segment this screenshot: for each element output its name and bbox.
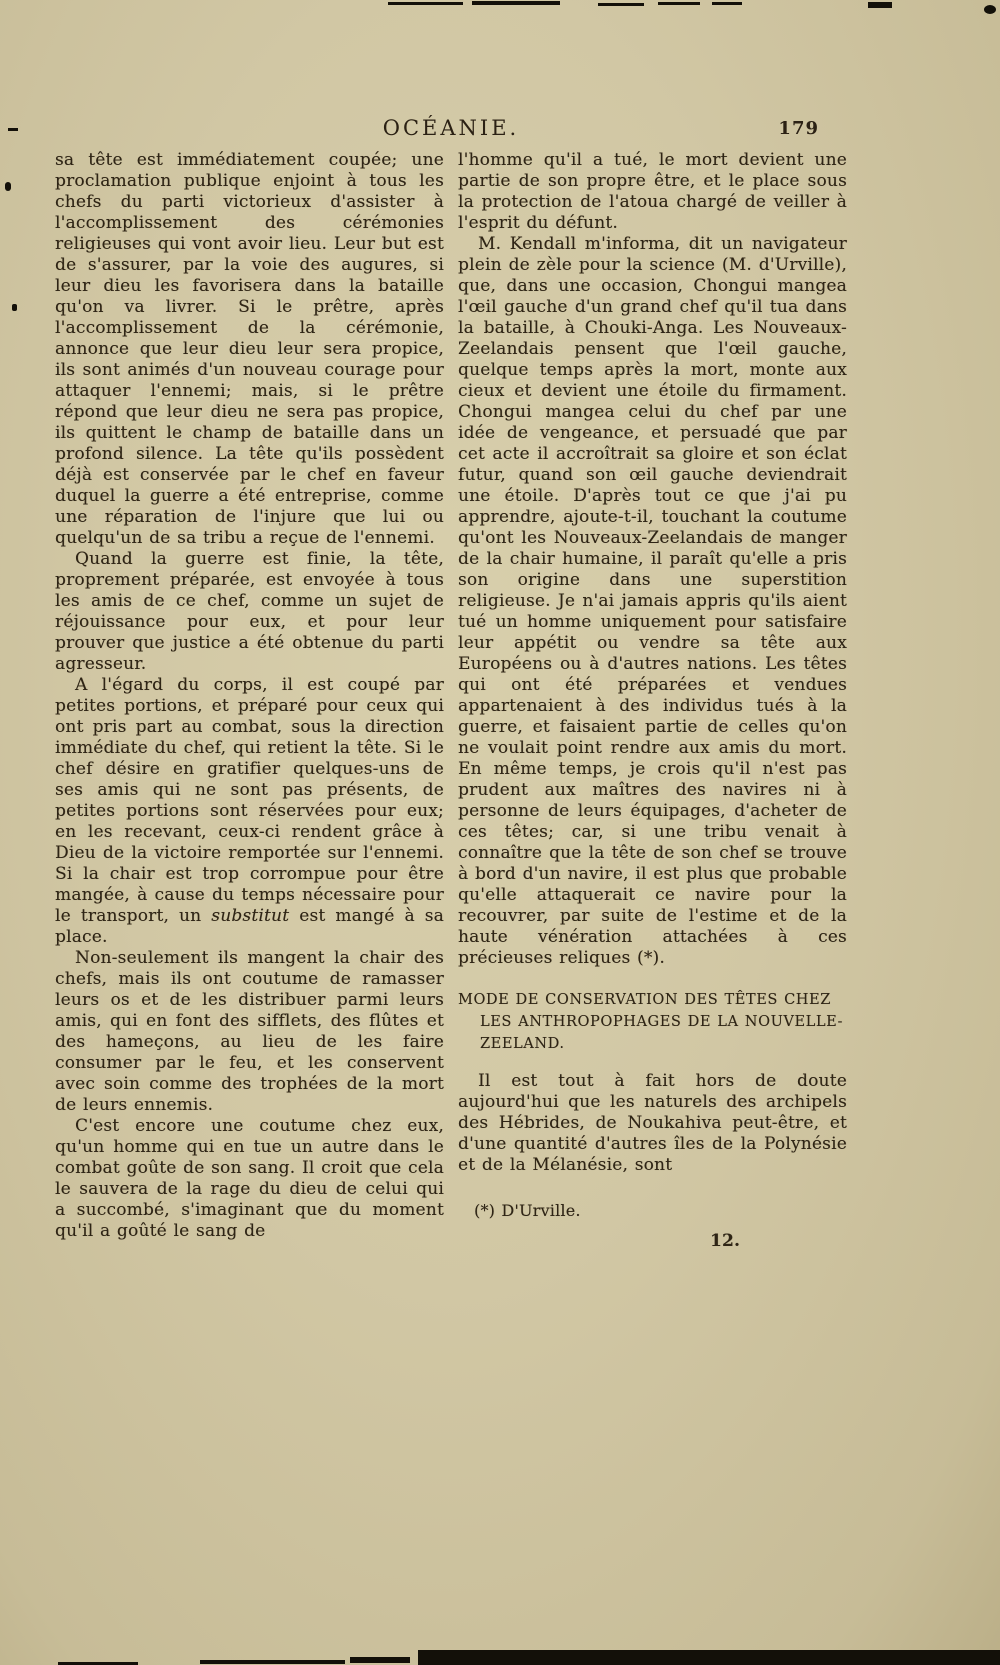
page-number: 179	[778, 118, 819, 139]
scan-artifact	[200, 1660, 345, 1664]
italic-word: substitut	[211, 906, 290, 926]
paragraph: M. Kendall m'informa, dit un navigateur plein de zèle pour la science (M. d'Urville), que, dans une occasion, Chongui mangea l'œil gauche d'un grand chef qu'il tua dans la bataille, à Chouki-Anga. Les Nouveaux-Zeelandais pensent que l'œil gauche, quelque temps après la mort, monte aux cieux et devient une étoile du firmament. Chongui mangea celui du chef par une idée de vengeance, et persuadé que par cet acte il accroîtrait sa gloire et son éclat futur, quand son œil gauche deviendrait une étoile. D'après tout ce que j'ai pu apprendre, ajoute-t-il, touchant la coutume qu'ont les Nouveaux-Zeelandais de manger de la chair humaine, il paraît qu'elle a pris son origine dans une superstition religieuse. Je n'ai jamais appris qu'ils aient tué un homme uniquement pour satisfaire leur appétit ou vendre sa tête aux Européens ou à d'autres nations. Les têtes qui ont été préparées et vendues appartenaient à des individus tués à la guerre, et faisaient partie de celles qu'on ne voulait point rendre aux amis du mort. En même temps, je crois qu'il n'est pas prudent aux maîtres des navires ni à personne de leurs équipages, d'acheter de ces têtes; car, si une tribu venait à connaître que la tête de son chef se trouve à bord d'un navire, il est plus que probable qu'elle attaquerait ce navire pour la recouvrer, par suite de l'estime et de la haute vénération attachées à ces précieuses reliques (*).	[458, 234, 847, 968]
running-header	[55, 116, 847, 144]
scan-artifact	[472, 1, 560, 5]
scan-artifact	[868, 2, 892, 8]
text-columns	[55, 150, 847, 1252]
signature-mark: 12.	[710, 1231, 741, 1251]
scan-artifact	[5, 182, 11, 191]
footnote: (*) D'Urville.	[474, 1201, 581, 1220]
paragraph	[55, 675, 444, 948]
scan-artifact	[418, 1650, 1000, 1665]
paragraph: Non-seulement ils mangent la chair des chefs, mais ils ont coutume de ramasser leurs os et de les distribuer parmi leurs amis, qui en font des sifflets, des flûtes et des hameçons, au lieu de les faire consumer par le feu, et les conservent avec soin comme des trophées de la mort de leurs ennemis.	[55, 948, 444, 1115]
paragraph: l'homme qu'il a tué, le mort devient une partie de son propre être, et le place sous la protection de l'atoua chargé de veiller à l'esprit du défunt.	[458, 150, 847, 233]
scan-artifact	[598, 3, 644, 6]
paragraph-text: est mangé à sa place.	[55, 906, 444, 947]
scan-artifact	[12, 304, 17, 311]
paragraph-text: A l'égard du corps, il est coupé par petites portions, et préparé pour ceux qui ont pris part au combat, sous la direction immédiate du chef, qui retient la tête. Si le chef désire en gratifier quelques-uns de ses amis qui ne sont pas présents, de petites portions sont réservées pour eux; en les recevant, ceux-ci rendent grâce à Dieu de la victoire remportée sur l'ennemi. Si la chair est trop corrompue pour être mangée, à cause du temps nécessaire pour le transport, un	[55, 675, 444, 926]
scan-artifact	[8, 128, 18, 131]
paragraph: C'est encore une coutume chez eux, qu'un homme qui en tue un autre dans le combat goûte de son sang. Il croit que cela le sauvera de la rage du dieu de celui qui a succombé, s'imaginant que du moment qu'il a goûté le sang de	[55, 1116, 444, 1241]
scan-artifact	[658, 2, 700, 5]
scan-artifact	[984, 5, 996, 14]
paragraph: Il est tout à fait hors de doute aujourd'hui que les naturels des archipels des Hébrides, de Noukahiva peut-être, et d'une quantité d'autres îles de la Polynésie et de la Mélanésie, sont	[458, 1071, 847, 1175]
paragraph: Quand la guerre est finie, la tête, proprement préparée, est envoyée à tous les amis de ce chef, comme un sujet de réjouissance pour eux, et pour leur prouver que justice a été obtenue du parti agresseur.	[55, 549, 444, 674]
left-column	[55, 150, 444, 1252]
section-heading: MODE DE CONSERVATION DES TÊTES CHEZ LES ANTHROPOPHAGES DE LA NOUVELLE-ZEELAND.	[458, 992, 844, 1052]
page-title: OCÉANIE.	[382, 116, 520, 140]
right-column	[458, 150, 847, 1252]
paragraph: sa tête est immédiatement coupée; une proclamation publique enjoint à tous les chefs du parti victorieux d'assister à l'accomplissement des cérémonies religieuses qui vont avoir lieu. Leur but est de s'assurer, par la voie des augures, si leur dieu les favorisera dans la bataille qu'on va livrer. Si le prêtre, après l'accomplissement de la cérémonie, annonce que leur dieu leur sera propice, ils sont animés d'un nouveau courage pour attaquer l'ennemi; mais, si le prêtre répond que leur dieu ne sera pas propice, ils quittent le champ de bataille dans un profond silence. La tête qu'ils possèdent déjà est conservée par le chef en faveur duquel la guerre a été entreprise, comme une réparation de l'injure que lui ou quelqu'un de sa tribu a reçue de l'ennemi.	[55, 150, 444, 548]
scan-artifact	[350, 1657, 410, 1663]
scan-artifact	[712, 2, 742, 5]
scan-artifact	[388, 2, 463, 5]
